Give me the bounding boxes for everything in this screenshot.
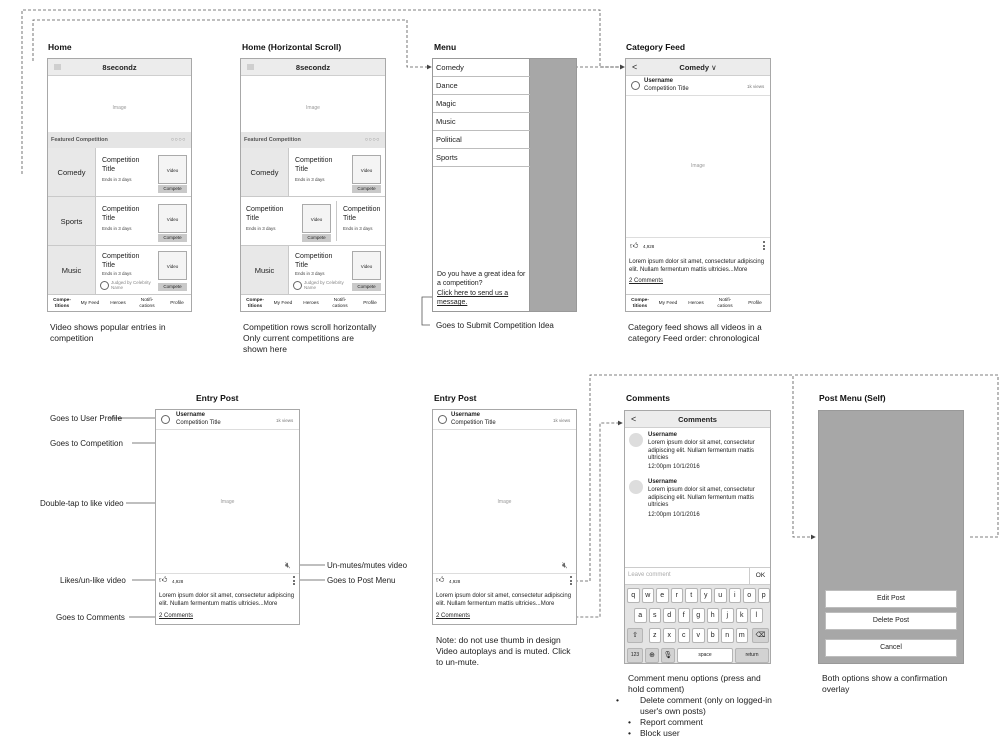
key[interactable]: q xyxy=(627,588,640,603)
category-tile[interactable]: Music xyxy=(48,246,96,294)
user-avatar-icon[interactable] xyxy=(438,415,447,424)
competition-title[interactable]: Competition Title xyxy=(295,157,333,173)
judged-label: Judged by Celebrity Name xyxy=(111,280,151,290)
competition-row xyxy=(48,148,191,197)
key[interactable]: p xyxy=(758,588,771,603)
video-thumb[interactable]: Video xyxy=(302,204,331,233)
video-thumb[interactable]: Video xyxy=(158,204,187,233)
user-avatar-icon[interactable] xyxy=(631,81,640,90)
phone-category-feed xyxy=(625,58,771,312)
key[interactable]: m xyxy=(736,628,749,643)
compete-button[interactable]: Compete xyxy=(158,185,187,193)
competition-row xyxy=(48,197,191,246)
back-icon[interactable]: < xyxy=(631,414,637,424)
key[interactable]: c xyxy=(678,628,691,643)
annotation-submit-idea: Goes to Submit Competition Idea xyxy=(436,321,554,330)
phone-menu xyxy=(432,58,577,312)
annotation-competition: Goes to Competition xyxy=(50,439,123,448)
comment-input[interactable]: Leave comment xyxy=(628,572,671,578)
divider xyxy=(626,237,770,238)
competition-title[interactable]: Competition Title xyxy=(102,253,140,269)
competition-title[interactable]: Competition Title xyxy=(102,157,140,173)
phone-home xyxy=(47,58,192,312)
competition-title[interactable]: Competition Title xyxy=(295,253,333,269)
feed-category[interactable]: Comedy xyxy=(679,63,709,72)
key[interactable]: f xyxy=(678,608,691,623)
mute-icon[interactable]: 🔇︎ xyxy=(285,560,291,570)
comment-text[interactable]: Lorem ipsum dolor sit amet, consectetur adipiscing elit. Nullam fermentum mattis ultricies xyxy=(648,440,755,461)
bottom-nav xyxy=(241,294,385,311)
video-thumb[interactable]: Video xyxy=(158,251,187,280)
judge-avatar-icon xyxy=(100,281,109,290)
divider xyxy=(626,95,770,96)
key[interactable]: s xyxy=(649,608,662,623)
nav-heroes[interactable]: Heroes xyxy=(688,301,704,306)
comment-time: 12:00pm 10/1/2016 xyxy=(648,464,700,470)
globe-icon[interactable]: ⊕ xyxy=(645,648,659,663)
hero-image-label: Image xyxy=(112,105,127,111)
app-title: 8secondz xyxy=(102,63,137,72)
nav-my-feed[interactable]: My Feed xyxy=(273,301,293,306)
competition-title[interactable]: Competition Title xyxy=(343,206,381,222)
frame-title-menu: Menu xyxy=(434,42,457,52)
competition-row xyxy=(241,148,385,197)
frame-title-post-menu: Post Menu (Self) xyxy=(819,393,886,403)
ends-label: Ends in 3 days xyxy=(295,177,325,182)
key[interactable]: l xyxy=(750,608,763,623)
menu-icon[interactable] xyxy=(54,64,61,70)
comment-time: 12:00pm 10/1/2016 xyxy=(648,512,700,518)
competition-title[interactable]: Competition Title xyxy=(451,420,496,426)
competition-title[interactable]: Competition Title xyxy=(102,206,140,222)
comments-link[interactable]: 2 Comments xyxy=(436,613,471,619)
key[interactable]: z xyxy=(649,628,662,643)
caption[interactable]: Lorem ipsum dolor sit amet, consectetur adipiscing elit. Nullam fermentum mattis ultricies...More xyxy=(629,259,765,273)
competition-row xyxy=(48,246,191,295)
key[interactable]: n xyxy=(721,628,734,643)
menu-item-magic[interactable]: Magic xyxy=(433,95,530,113)
user-avatar-icon[interactable] xyxy=(161,415,170,424)
nav-competitions[interactable]: Compe- titions xyxy=(631,298,649,309)
category-tile[interactable]: Comedy xyxy=(241,148,289,196)
note-comments xyxy=(628,673,778,739)
key[interactable]: r xyxy=(671,588,684,603)
phone-entry-post-2 xyxy=(432,409,577,625)
note-comments-intro: Comment menu options (press and hold comment) xyxy=(628,673,761,694)
category-tile[interactable]: Music xyxy=(241,246,289,294)
key[interactable]: h xyxy=(707,608,720,623)
key[interactable]: b xyxy=(707,628,720,643)
divider xyxy=(433,573,576,574)
ends-label: Ends in 3 days xyxy=(246,226,276,231)
avatar[interactable] xyxy=(629,480,643,494)
card-divider xyxy=(336,201,337,241)
idea-link[interactable]: Click here to send us a message. xyxy=(437,290,509,306)
backspace-key-icon[interactable]: ⌫ xyxy=(752,628,769,643)
comments-link[interactable]: 2 Comments xyxy=(159,613,194,619)
nav-notifications[interactable]: Notifi- cations xyxy=(332,298,348,309)
thumbs-up-icon[interactable]: 👍︎ xyxy=(436,575,445,584)
divider xyxy=(433,429,576,430)
annotation-mute: Un-mutes/mutes video xyxy=(327,561,408,570)
compete-button[interactable]: Compete xyxy=(352,283,381,291)
hero-image-label: Image xyxy=(306,105,320,111)
view-count: 1k views xyxy=(553,418,571,423)
key[interactable]: j xyxy=(721,608,734,623)
key[interactable]: w xyxy=(642,588,655,603)
annotation-post-menu: Goes to Post Menu xyxy=(327,576,396,585)
competition-row-scrolled[interactable] xyxy=(241,197,385,246)
ok-button[interactable]: OK xyxy=(749,568,771,584)
competition-row xyxy=(241,246,385,295)
nav-competitions[interactable]: Compe- titions xyxy=(53,298,71,309)
menu-item-music[interactable]: Music xyxy=(433,113,530,131)
caption[interactable]: Lorem ipsum dolor sit amet, consectetur adipiscing elit. Nullam fermentum mattis ultricies...More xyxy=(159,593,295,607)
ends-label: Ends in 3 days xyxy=(295,271,325,276)
note-entry-post-2: Note: do not use thumb in design Video autoplays and is muted. Click to un-mute. xyxy=(436,635,571,667)
comment-username[interactable]: Username xyxy=(648,479,678,485)
video-thumb[interactable]: Video xyxy=(352,251,381,280)
app-header xyxy=(48,59,191,76)
comments-header xyxy=(625,411,770,428)
divider xyxy=(156,573,299,574)
nav-notifications[interactable]: Notifi- cations xyxy=(139,298,155,309)
featured-label: Featured Competition xyxy=(244,137,301,143)
key[interactable]: o xyxy=(743,588,756,603)
category-tile[interactable]: Comedy xyxy=(48,148,96,196)
note-post-menu: Both options show a confirmation overlay xyxy=(822,673,948,694)
cancel-button[interactable]: Cancel xyxy=(825,639,957,657)
note-home-scroll: Competition rows scroll horizontally Only current competitions are shown here xyxy=(243,322,377,354)
username[interactable]: Username xyxy=(451,412,481,418)
key[interactable]: t xyxy=(685,588,698,603)
like-count: 4,928 xyxy=(449,579,461,584)
ends-label: Ends in 3 days xyxy=(102,271,132,276)
note-item: • Block user xyxy=(628,728,778,739)
competition-title[interactable]: Competition Title xyxy=(176,420,221,426)
nav-profile[interactable]: Profile xyxy=(748,301,762,306)
featured-bar[interactable] xyxy=(241,132,385,148)
numbers-key[interactable]: 123 xyxy=(627,648,643,663)
nav-competitions[interactable]: Compe- titions xyxy=(246,298,264,309)
nav-heroes[interactable]: Heroes xyxy=(303,301,319,306)
key[interactable]: d xyxy=(663,608,676,623)
comments-header-title: Comments xyxy=(678,415,717,424)
annotation-double-tap: Double-tap to like video xyxy=(40,499,124,508)
video-image-label[interactable]: Image xyxy=(220,499,235,505)
annotation-user-profile: Goes to User Profile xyxy=(50,414,123,423)
more-vertical-icon[interactable] xyxy=(570,576,572,587)
phone-home-scroll xyxy=(240,58,386,312)
username[interactable]: Username xyxy=(176,412,206,418)
avatar[interactable] xyxy=(629,433,643,447)
bottom-nav xyxy=(48,294,191,311)
idea-text: Do you have a great idea for a competition? xyxy=(437,271,526,287)
competition-title[interactable]: Competition Title xyxy=(246,206,284,222)
judge-avatar-icon xyxy=(293,281,302,290)
key[interactable]: v xyxy=(692,628,705,643)
menu-drawer xyxy=(433,59,530,312)
menu-item-political[interactable]: Political xyxy=(433,131,530,149)
note-comments-list xyxy=(628,695,778,739)
nav-profile[interactable]: Profile xyxy=(363,301,377,306)
nav-heroes[interactable]: Heroes xyxy=(110,301,126,306)
feed-header xyxy=(626,59,770,76)
more-vertical-icon[interactable] xyxy=(763,241,765,252)
phone-post-menu xyxy=(818,410,964,664)
phone-entry-post xyxy=(155,409,300,625)
note-home: Video shows popular entries in competition xyxy=(50,322,166,343)
thumbs-up-icon[interactable]: 👍︎ xyxy=(630,241,639,250)
compete-button[interactable]: Compete xyxy=(158,234,187,242)
key[interactable]: e xyxy=(656,588,669,603)
key[interactable]: x xyxy=(663,628,676,643)
bottom-nav xyxy=(626,294,770,311)
frame-title-comments: Comments xyxy=(626,393,670,403)
featured-bar[interactable] xyxy=(48,132,191,148)
edit-post-button[interactable]: Edit Post xyxy=(825,590,957,608)
comments-link[interactable]: 2 Comments xyxy=(629,278,664,284)
frame-title-entry-post: Entry Post xyxy=(196,393,239,403)
phone-comments xyxy=(624,410,771,664)
username[interactable]: Username xyxy=(644,78,674,84)
space-key[interactable]: space xyxy=(677,648,733,663)
key[interactable]: g xyxy=(692,608,705,623)
caption[interactable]: Lorem ipsum dolor sit amet, consectetur adipiscing elit. Nullam fermentum mattis ultricies...More xyxy=(436,593,572,607)
video-thumb[interactable]: Video xyxy=(158,155,187,184)
compete-button[interactable]: Compete xyxy=(158,283,187,291)
pager-dots: ○○○○ xyxy=(170,137,186,143)
chevron-down-icon[interactable]: ∨ xyxy=(711,63,717,72)
annotation-like: Likes/un-like video xyxy=(60,576,126,585)
key[interactable]: y xyxy=(700,588,713,603)
note-item: • Delete comment (only on logged-in user's own posts) xyxy=(628,695,778,717)
ends-label: Ends in 3 days xyxy=(102,177,132,182)
key[interactable]: u xyxy=(714,588,727,603)
menu-item-comedy[interactable]: Comedy xyxy=(433,59,530,77)
comment-text[interactable]: Lorem ipsum dolor sit amet, consectetur adipiscing elit. Nullam fermentum mattis ultricies xyxy=(648,487,755,508)
thumbs-up-icon[interactable]: 👍︎ xyxy=(159,575,168,584)
more-vertical-icon[interactable] xyxy=(293,576,295,587)
app-header xyxy=(241,59,385,76)
frame-title-home-scroll: Home (Horizontal Scroll) xyxy=(242,42,342,52)
compete-button[interactable]: Compete xyxy=(352,185,381,193)
shift-key-icon[interactable]: ⇧ xyxy=(627,628,643,643)
video-image-label[interactable]: Image xyxy=(691,163,705,169)
note-item: • Report comment xyxy=(628,717,778,728)
nav-my-feed[interactable]: My Feed xyxy=(80,301,100,306)
view-count: 1k views xyxy=(747,84,765,89)
view-count: 1k views xyxy=(276,418,294,423)
back-icon[interactable]: < xyxy=(632,62,638,72)
annotation-comments: Goes to Comments xyxy=(56,613,125,622)
featured-label: Featured Competition xyxy=(51,137,108,143)
frame-title-home: Home xyxy=(48,42,72,52)
microphone-icon[interactable]: 🎙︎ xyxy=(661,648,675,663)
keyboard xyxy=(625,585,770,663)
nav-my-feed[interactable]: My Feed xyxy=(658,301,678,306)
key[interactable]: a xyxy=(634,608,647,623)
note-category-feed: Category feed shows all videos in a category Feed order: chronological xyxy=(628,322,762,343)
frame-title-category-feed: Category Feed xyxy=(626,42,686,52)
judged-label: Judged by Celebrity Name xyxy=(304,280,344,290)
pager-dots: ○○○○ xyxy=(364,137,380,143)
key[interactable]: k xyxy=(736,608,749,623)
comment-username[interactable]: Username xyxy=(648,432,678,438)
menu-item-sports[interactable]: Sports xyxy=(433,149,530,167)
return-key[interactable]: return xyxy=(735,648,769,663)
competition-title[interactable]: Competition Title xyxy=(644,86,689,92)
frame-title-entry-post-2: Entry Post xyxy=(434,393,477,403)
menu-item-dance[interactable]: Dance xyxy=(433,77,530,95)
video-image-label[interactable]: Image xyxy=(497,499,512,505)
nav-notifications[interactable]: Notifi- cations xyxy=(717,298,733,309)
like-count: 4,928 xyxy=(172,579,184,584)
ends-label: Ends in 3 days xyxy=(102,226,132,231)
category-tile[interactable]: Sports xyxy=(48,197,96,245)
compete-button[interactable]: Compete xyxy=(302,234,331,242)
like-count: 4,928 xyxy=(643,244,655,249)
ends-label: Ends in 3 days xyxy=(343,226,373,231)
video-thumb[interactable]: Video xyxy=(352,155,381,184)
delete-post-button[interactable]: Delete Post xyxy=(825,612,957,630)
nav-profile[interactable]: Profile xyxy=(170,301,184,306)
divider xyxy=(156,429,299,430)
key[interactable]: i xyxy=(729,588,742,603)
mute-icon[interactable]: 🔇︎ xyxy=(562,560,568,570)
comment-input-bar xyxy=(625,567,770,585)
app-title: 8secondz xyxy=(295,63,331,72)
menu-icon[interactable] xyxy=(247,64,254,70)
